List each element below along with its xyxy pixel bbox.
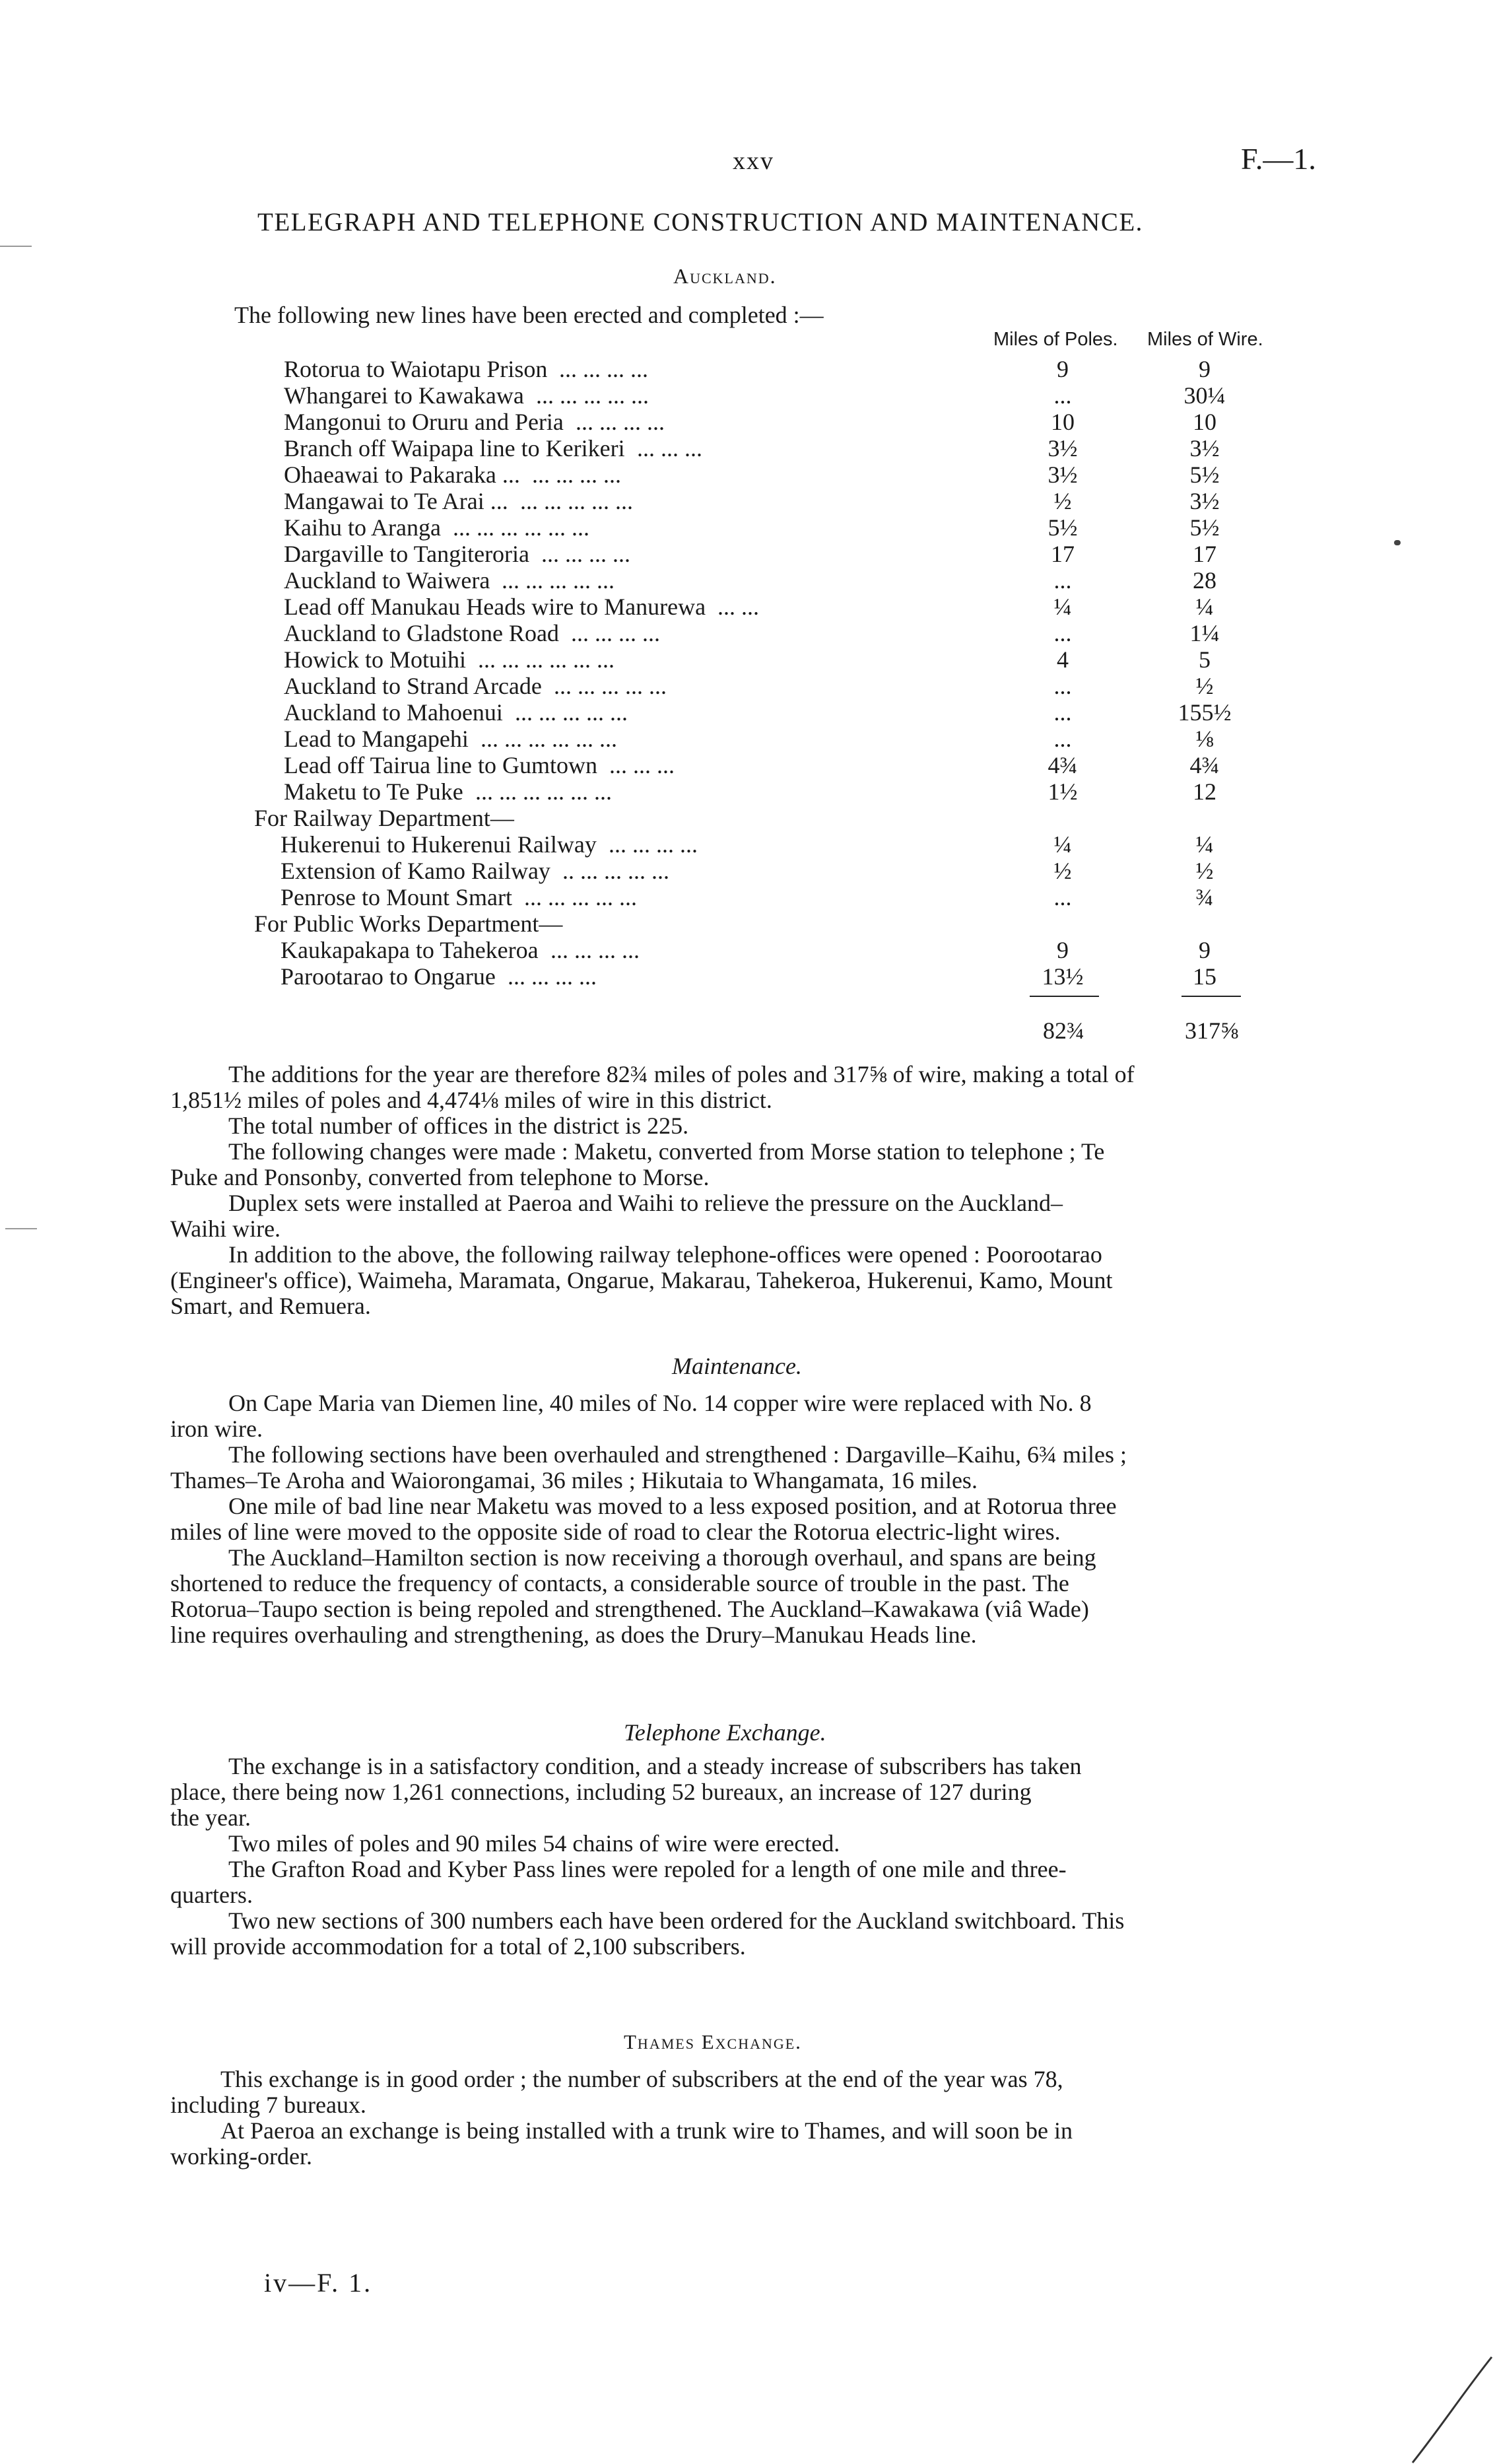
leader-dots: ... ... ... ... ... ... bbox=[481, 726, 617, 752]
table-row bbox=[0, 699, 1497, 725]
scan-margin-mark bbox=[5, 1228, 37, 1229]
line-label: Kaihu to Aranga bbox=[284, 514, 441, 541]
miles-of-wire: ⅛ bbox=[1195, 726, 1214, 752]
miles-of-poles: 13½ bbox=[1042, 963, 1084, 990]
column-header-poles: Miles of Poles. bbox=[993, 329, 1118, 350]
summary-line: (Engineer's office), Waimeha, Maramata, Ongarue, Makarau, Tahekeroa, Hukerenui, Kamo, Mount bbox=[170, 1267, 1113, 1293]
miles-of-wire: 30¼ bbox=[1183, 382, 1226, 409]
telephone-exchange-paragraphs bbox=[170, 1754, 1124, 1960]
summary-line: Duplex sets were installed at Paeroa and Waihi to relieve the pressure on the Auckland– bbox=[228, 1190, 1063, 1216]
line-label: Rotorua to Waiotapu Prison bbox=[284, 356, 548, 382]
maintenance-line: The following sections have been overhauled and strengthened : Dargaville–Kaihu, 6¾ miles ; bbox=[228, 1441, 1127, 1468]
miles-of-poles: ... bbox=[1053, 699, 1072, 726]
leader-dots: ... ... ... ... ... bbox=[536, 382, 649, 409]
miles-of-poles: ... bbox=[1053, 726, 1072, 752]
line-label: Maketu to Te Puke bbox=[284, 778, 463, 805]
miles-of-poles: 1½ bbox=[1048, 778, 1078, 805]
leader-dots: ... ... ... ... ... bbox=[515, 699, 628, 726]
maintenance-line: Rotorua–Taupo section is being repoled and strengthened. The Auckland–Kawakawa (viâ Wade) bbox=[170, 1596, 1089, 1622]
maintenance-line: On Cape Maria van Diemen line, 40 miles of No. 14 copper wire were replaced with No. 8 bbox=[228, 1390, 1092, 1416]
miles-of-poles: ... bbox=[1053, 382, 1072, 409]
line-label: Mangawai to Te Arai ... bbox=[284, 488, 508, 514]
miles-of-wire: 9 bbox=[1199, 356, 1211, 382]
miles-of-poles: 4 bbox=[1057, 646, 1069, 673]
table-row bbox=[0, 408, 1497, 434]
line-label: Howick to Motuihi bbox=[284, 646, 466, 673]
line-label: Mangonui to Oruru and Peria bbox=[284, 409, 564, 435]
line-label: Lead to Mangapehi bbox=[284, 726, 469, 752]
group-label: For Public Works Department— bbox=[254, 910, 563, 937]
maintenance-line: miles of line were moved to the opposite side of road to clear the Rotorua electric-light wires. bbox=[170, 1519, 1061, 1545]
summary-line: Smart, and Remuera. bbox=[170, 1293, 371, 1319]
line-label: Hukerenui to Hukerenui Railway bbox=[281, 831, 597, 858]
table-row bbox=[0, 778, 1497, 804]
miles-of-wire: 17 bbox=[1193, 541, 1216, 567]
summary-line: The additions for the year are therefore 82¾ miles of poles and 317⅝ of wire, making a total of bbox=[228, 1061, 1135, 1087]
miles-of-wire: ¼ bbox=[1195, 831, 1214, 858]
thames-exchange-heading: Thames Exchange. bbox=[624, 2030, 802, 2053]
miles-of-wire: 1¼ bbox=[1189, 620, 1220, 646]
miles-of-wire: ½ bbox=[1195, 858, 1214, 884]
table-row bbox=[0, 619, 1497, 646]
maintenance-heading: Maintenance. bbox=[672, 1353, 802, 1379]
pen-stroke-mark bbox=[1406, 2350, 1497, 2464]
line-label: Extension of Kamo Railway bbox=[281, 858, 550, 884]
miles-of-poles: ¼ bbox=[1053, 594, 1072, 620]
miles-of-wire: 12 bbox=[1193, 778, 1216, 805]
maintenance-line: shortened to reduce the frequency of contacts, a considerable source of trouble in the past. The bbox=[170, 1570, 1069, 1596]
intro-text: The following new lines have been erected and completed :— bbox=[234, 302, 824, 328]
miles-of-wire: 4¾ bbox=[1189, 752, 1220, 778]
miles-of-poles: 9 bbox=[1057, 937, 1069, 963]
table-row bbox=[0, 487, 1497, 514]
table-row bbox=[0, 461, 1497, 487]
thames-exchange-line: At Paeroa an exchange is being installed with a trunk wire to Thames, and will soon be in bbox=[220, 2117, 1073, 2144]
table-row bbox=[0, 963, 1497, 989]
telephone-exchange-line: quarters. bbox=[170, 1882, 253, 1908]
miles-of-wire: 5½ bbox=[1189, 514, 1220, 541]
leader-dots: ... ... ... ... ... bbox=[520, 488, 633, 514]
thames-exchange-line: including 7 bureaux. bbox=[170, 2092, 366, 2118]
leader-dots: ... ... ... ... bbox=[508, 963, 597, 990]
miles-of-wire: 3½ bbox=[1189, 488, 1220, 514]
telephone-exchange-line: will provide accommodation for a total of 2,100 subscribers. bbox=[170, 1933, 746, 1960]
miles-of-wire: ¼ bbox=[1195, 594, 1214, 620]
maintenance-paragraphs bbox=[170, 1390, 1127, 1648]
leader-dots: ... ... ... bbox=[637, 435, 702, 462]
leader-dots: ... ... ... ... ... bbox=[502, 567, 615, 594]
miles-of-wire: 9 bbox=[1199, 937, 1211, 963]
table-row bbox=[0, 593, 1497, 619]
telephone-exchange-line: The exchange is in a satisfactory condition, and a steady increase of subscribers has taken bbox=[228, 1753, 1082, 1779]
maintenance-line: The Auckland–Hamilton section is now receiving a thorough overhaul, and spans are being bbox=[228, 1544, 1096, 1571]
line-label: Dargaville to Tangiteroria bbox=[284, 541, 530, 567]
telephone-exchange-line: Two miles of poles and 90 miles 54 chains of wire were erected. bbox=[228, 1830, 840, 1857]
leader-dots: ... ... ... ... ... ... bbox=[475, 778, 612, 805]
maintenance-line: Thames–Te Aroha and Waiorongamai, 36 miles ; Hikutaia to Whangamata, 16 miles. bbox=[170, 1467, 978, 1493]
region-heading: Auckland. bbox=[673, 264, 777, 288]
miles-of-poles: 10 bbox=[1051, 409, 1075, 435]
table-row bbox=[0, 514, 1497, 540]
leader-dots: .. ... ... ... ... bbox=[562, 858, 669, 884]
page-number: xxv bbox=[733, 147, 774, 175]
miles-of-wire: ½ bbox=[1195, 673, 1214, 699]
telephone-exchange-heading: Telephone Exchange. bbox=[624, 1719, 826, 1746]
total-rule-poles bbox=[1030, 996, 1099, 997]
table-row bbox=[0, 725, 1497, 751]
maintenance-line: iron wire. bbox=[170, 1416, 263, 1442]
signature-mark: iv—F. 1. bbox=[264, 2268, 373, 2298]
line-label: Auckland to Mahoenui bbox=[284, 699, 503, 726]
line-label: Lead off Tairua line to Gumtown bbox=[284, 752, 598, 778]
miles-of-poles: ½ bbox=[1053, 488, 1072, 514]
miles-of-poles: ¼ bbox=[1053, 831, 1072, 858]
leader-dots: ... ... ... ... bbox=[559, 356, 648, 382]
line-label: Penrose to Mount Smart bbox=[281, 884, 512, 910]
table-group-heading bbox=[0, 910, 1497, 936]
telephone-exchange-line: the year. bbox=[170, 1804, 251, 1831]
telephone-exchange-line: Two new sections of 300 numbers each have been ordered for the Auckland switchboard. This bbox=[228, 1907, 1125, 1934]
line-label: Auckland to Gladstone Road bbox=[284, 620, 559, 646]
leader-dots: ... ... ... ... bbox=[541, 541, 630, 567]
thames-exchange-paragraphs bbox=[170, 2067, 1073, 2170]
leader-dots: ... ... ... ... bbox=[576, 409, 665, 435]
miles-of-poles: 4¾ bbox=[1048, 752, 1078, 778]
column-header-wire: Miles of Wire. bbox=[1147, 329, 1263, 350]
miles-of-poles: ... bbox=[1053, 884, 1072, 910]
leader-dots: ... ... ... ... bbox=[609, 831, 698, 858]
total-poles: 82¾ bbox=[1043, 1017, 1084, 1044]
leader-dots: ... ... ... ... ... ... bbox=[453, 514, 589, 541]
miles-of-wire: 5½ bbox=[1189, 462, 1220, 488]
miles-of-poles: ... bbox=[1053, 567, 1072, 594]
group-label: For Railway Department— bbox=[254, 805, 514, 831]
miles-of-poles: 9 bbox=[1057, 356, 1069, 382]
miles-of-wire: 28 bbox=[1193, 567, 1216, 594]
leader-dots: ... ... ... ... ... bbox=[524, 884, 637, 910]
table-group-heading bbox=[0, 804, 1497, 831]
line-label: Kaukapakapa to Tahekeroa bbox=[281, 937, 539, 963]
maintenance-line: One mile of bad line near Maketu was moved to a less exposed position, and at Rotorua three bbox=[228, 1493, 1117, 1519]
miles-of-wire: 3½ bbox=[1189, 435, 1220, 462]
document-reference: F.—1. bbox=[1241, 142, 1316, 176]
summary-line: 1,851½ miles of poles and 4,474⅛ miles of wire in this district. bbox=[170, 1087, 772, 1113]
page-title: TELEGRAPH AND TELEPHONE CONSTRUCTION AND MAINTENANCE. bbox=[257, 208, 1143, 236]
summary-line: Puke and Ponsonby, converted from telephone to Morse. bbox=[170, 1164, 710, 1190]
summary-line: In addition to the above, the following railway telephone-offices were opened : Poorootarao bbox=[228, 1241, 1102, 1268]
line-label: Auckland to Strand Arcade bbox=[284, 673, 542, 699]
table-row bbox=[0, 566, 1497, 593]
summary-line: Waihi wire. bbox=[170, 1215, 281, 1242]
table-row bbox=[0, 883, 1497, 910]
table-row bbox=[0, 672, 1497, 699]
line-label: Whangarei to Kawakawa bbox=[284, 382, 524, 409]
leader-dots: ... ... ... ... bbox=[550, 937, 640, 963]
leader-dots: ... ... ... bbox=[609, 752, 675, 778]
table-row bbox=[0, 355, 1497, 382]
telephone-exchange-line: place, there being now 1,261 connections, including 52 bureaux, an increase of 127 during bbox=[170, 1779, 1032, 1805]
leader-dots: ... ... ... ... bbox=[532, 462, 621, 488]
table-row bbox=[0, 434, 1497, 461]
miles-of-poles: 3½ bbox=[1048, 435, 1078, 462]
thames-exchange-line: working-order. bbox=[170, 2143, 312, 2170]
miles-of-poles: 17 bbox=[1051, 541, 1075, 567]
total-wire: 317⅝ bbox=[1185, 1017, 1238, 1044]
leader-dots: ... ... ... ... bbox=[571, 620, 660, 646]
miles-of-poles: 3½ bbox=[1048, 462, 1078, 488]
scan-speck bbox=[1394, 540, 1401, 545]
summary-paragraphs bbox=[170, 1062, 1135, 1319]
miles-of-poles: ½ bbox=[1053, 858, 1072, 884]
leader-dots: ... ... ... ... ... bbox=[554, 673, 667, 699]
line-label: Branch off Waipapa line to Kerikeri bbox=[284, 435, 625, 462]
line-label: Auckland to Waiwera bbox=[284, 567, 490, 594]
summary-line: The total number of offices in the district is 225. bbox=[228, 1112, 689, 1139]
leader-dots: ... ... bbox=[717, 594, 759, 620]
maintenance-line: line requires overhauling and strengthening, as does the Drury–Manukau Heads line. bbox=[170, 1622, 977, 1648]
line-label: Ohaeawai to Pakaraka ... bbox=[284, 462, 520, 488]
table-row bbox=[0, 831, 1497, 857]
miles-of-wire: 10 bbox=[1193, 409, 1216, 435]
thames-exchange-line: This exchange is in good order ; the number of subscribers at the end of the year was 78, bbox=[220, 2066, 1063, 2092]
table-row bbox=[0, 382, 1497, 408]
scan-margin-mark bbox=[0, 246, 32, 247]
miles-of-wire: 155½ bbox=[1178, 699, 1232, 726]
table-row bbox=[0, 857, 1497, 883]
summary-line: The following changes were made : Maketu, converted from Morse station to telephone ; Te bbox=[228, 1138, 1105, 1165]
table-row bbox=[0, 936, 1497, 963]
miles-of-poles: ... bbox=[1053, 673, 1072, 699]
telephone-exchange-line: The Grafton Road and Kyber Pass lines were repoled for a length of one mile and three- bbox=[228, 1856, 1067, 1882]
line-label: Lead off Manukau Heads wire to Manurewa bbox=[284, 594, 706, 620]
table-row bbox=[0, 751, 1497, 778]
miles-of-poles: ... bbox=[1053, 620, 1072, 646]
line-label: Parootarao to Ongarue bbox=[281, 963, 496, 990]
miles-of-poles: 5½ bbox=[1048, 514, 1078, 541]
leader-dots: ... ... ... ... ... ... bbox=[478, 646, 615, 673]
miles-of-wire: 15 bbox=[1193, 963, 1216, 990]
table-row bbox=[0, 646, 1497, 672]
miles-of-wire: 5 bbox=[1199, 646, 1211, 673]
miles-of-wire: ¾ bbox=[1195, 884, 1214, 910]
table-row bbox=[0, 540, 1497, 566]
total-rule-wire bbox=[1181, 996, 1241, 997]
